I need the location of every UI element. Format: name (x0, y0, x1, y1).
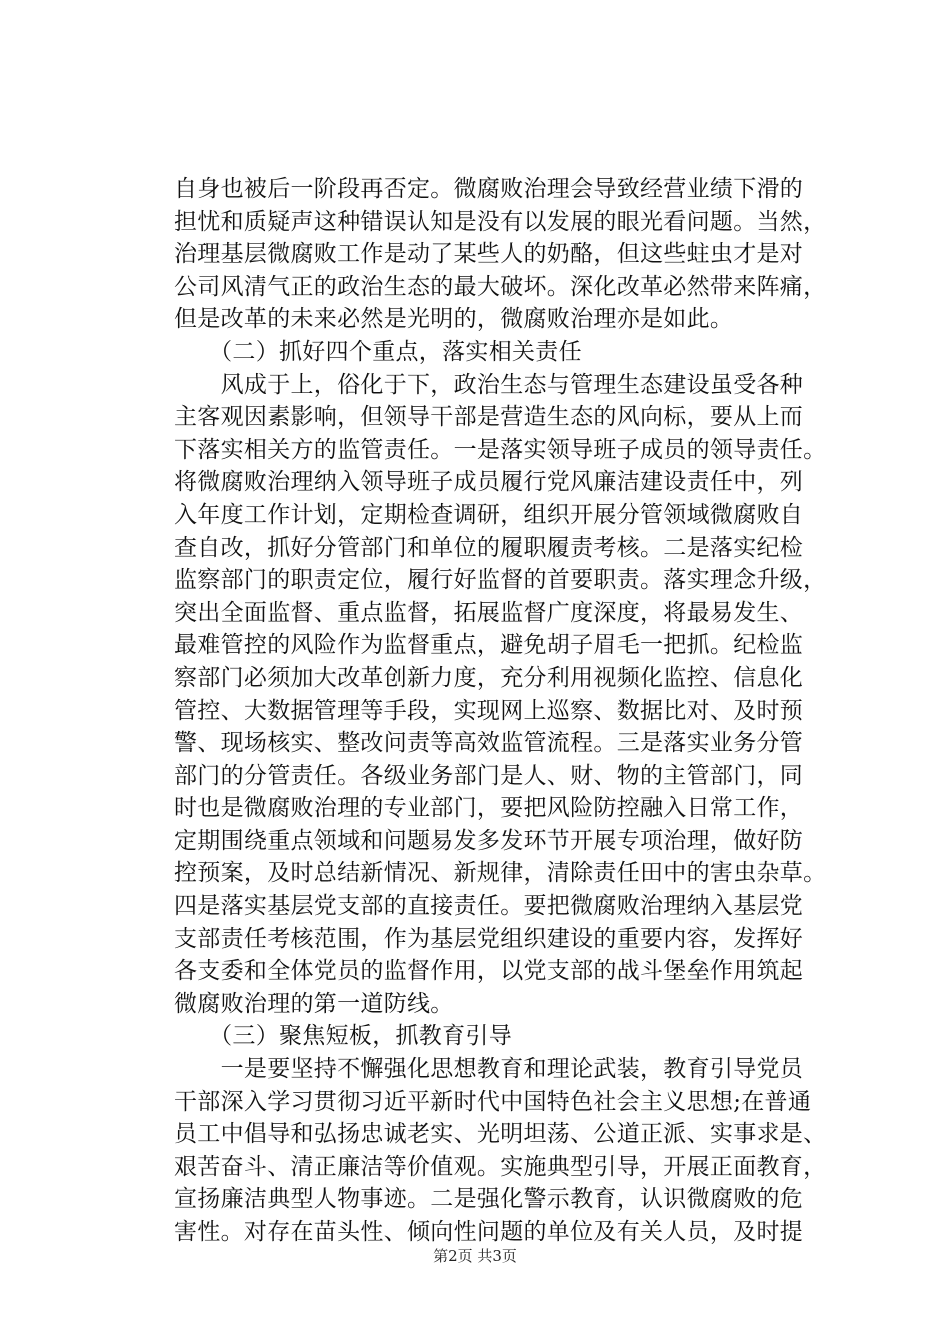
text-line: 治理基层微腐败工作是动了某些人的奶酪，但这些蛀虫才是对 (174, 241, 804, 268)
body-text (174, 173, 874, 1249)
page-number-label: 第2页 共3页 (433, 1247, 517, 1265)
text-line: 查自改，抓好分管部门和单位的履职履责考核。二是落实纪检 (174, 534, 804, 561)
section-heading: （二）抓好四个重点，落实相关责任 (174, 338, 582, 365)
text-line: 宣扬廉洁典型人物事迹。二是强化警示教育，认识微腐败的危 (174, 1186, 804, 1213)
text-line: 时也是微腐败治理的专业部门，要把风险防控融入日常工作， (174, 795, 804, 822)
text-line: 部门的分管责任。各级业务部门是人、财、物的主管部门，同 (174, 762, 804, 789)
text-line: 担忧和质疑声这种错误认知是没有以发展的眼光看问题。当然， (174, 208, 827, 235)
text-line: 下落实相关方的监管责任。一是落实领导班子成员的领导责任。 (174, 436, 827, 463)
text-line: 主客观因素影响，但领导干部是营造生态的风向标，要从上而 (174, 404, 804, 431)
text-line: 各支委和全体党员的监督作用，以党支部的战斗堡垒作用筑起 (174, 958, 804, 985)
text-line: 控预案，及时总结新情况、新规律，清除责任田中的害虫杂草。 (174, 860, 827, 887)
text-line: 艰苦奋斗、清正廉洁等价值观。实施典型引导，开展正面教育， (174, 1153, 827, 1180)
text-line: 支部责任考核范围，作为基层党组织建设的重要内容，发挥好 (174, 925, 804, 952)
text-line: 察部门必须加大改革创新力度，充分利用视频化监控、信息化 (174, 664, 804, 691)
text-line: 警、现场核实、整改问责等高效监管流程。三是落实业务分管 (174, 730, 804, 757)
text-line: 但是改革的未来必然是光明的，微腐败治理亦是如此。 (174, 306, 734, 333)
text-line: 微腐败治理的第一道防线。 (174, 990, 454, 1017)
text-line: 监察部门的职责定位，履行好监督的首要职责。落实理念升级， (174, 567, 827, 594)
text-line: 风成于上，俗化于下，政治生态与管理生态建设虽受各种 (174, 371, 804, 398)
text-line: 干部深入学习贯彻习近平新时代中国特色社会主义思想;在普通 (174, 1088, 812, 1115)
text-line: 定期围绕重点领域和问题易发多发环节开展专项治理，做好防 (174, 827, 804, 854)
text-line: 公司风清气正的政治生态的最大破坏。深化改革必然带来阵痛， (174, 273, 827, 300)
text-line: 最难管控的风险作为监督重点，避免胡子眉毛一把抓。纪检监 (174, 632, 804, 659)
text-line: 自身也被后一阶段再否定。微腐败治理会导致经营业绩下滑的 (174, 176, 804, 202)
section-heading: （三）聚焦短板，抓教育引导 (174, 1023, 512, 1050)
text-line: 将微腐败治理纳入领导班子成员履行党风廉洁建设责任中，列 (174, 469, 804, 496)
text-line: 害性。对存在苗头性、倾向性问题的单位及有关人员，及时提 (174, 1219, 804, 1245)
text-line: 管控、大数据管理等手段，实现网上巡察、数据比对、及时预 (174, 697, 804, 724)
text-line: 四是落实基层党支部的直接责任。要把微腐败治理纳入基层党 (174, 893, 804, 920)
text-line: 突出全面监督、重点监督，拓展监督广度深度，将最易发生、 (174, 599, 804, 626)
text-line: 一是要坚持不懈强化思想教育和理论武装，教育引导党员 (174, 1056, 804, 1083)
text-line: 入年度工作计划，定期检查调研，组织开展分管领域微腐败自 (174, 501, 804, 528)
page-footer (0, 1246, 950, 1266)
text-line: 员工中倡导和弘扬忠诚老实、光明坦荡、公道正派、实事求是、 (174, 1121, 827, 1148)
